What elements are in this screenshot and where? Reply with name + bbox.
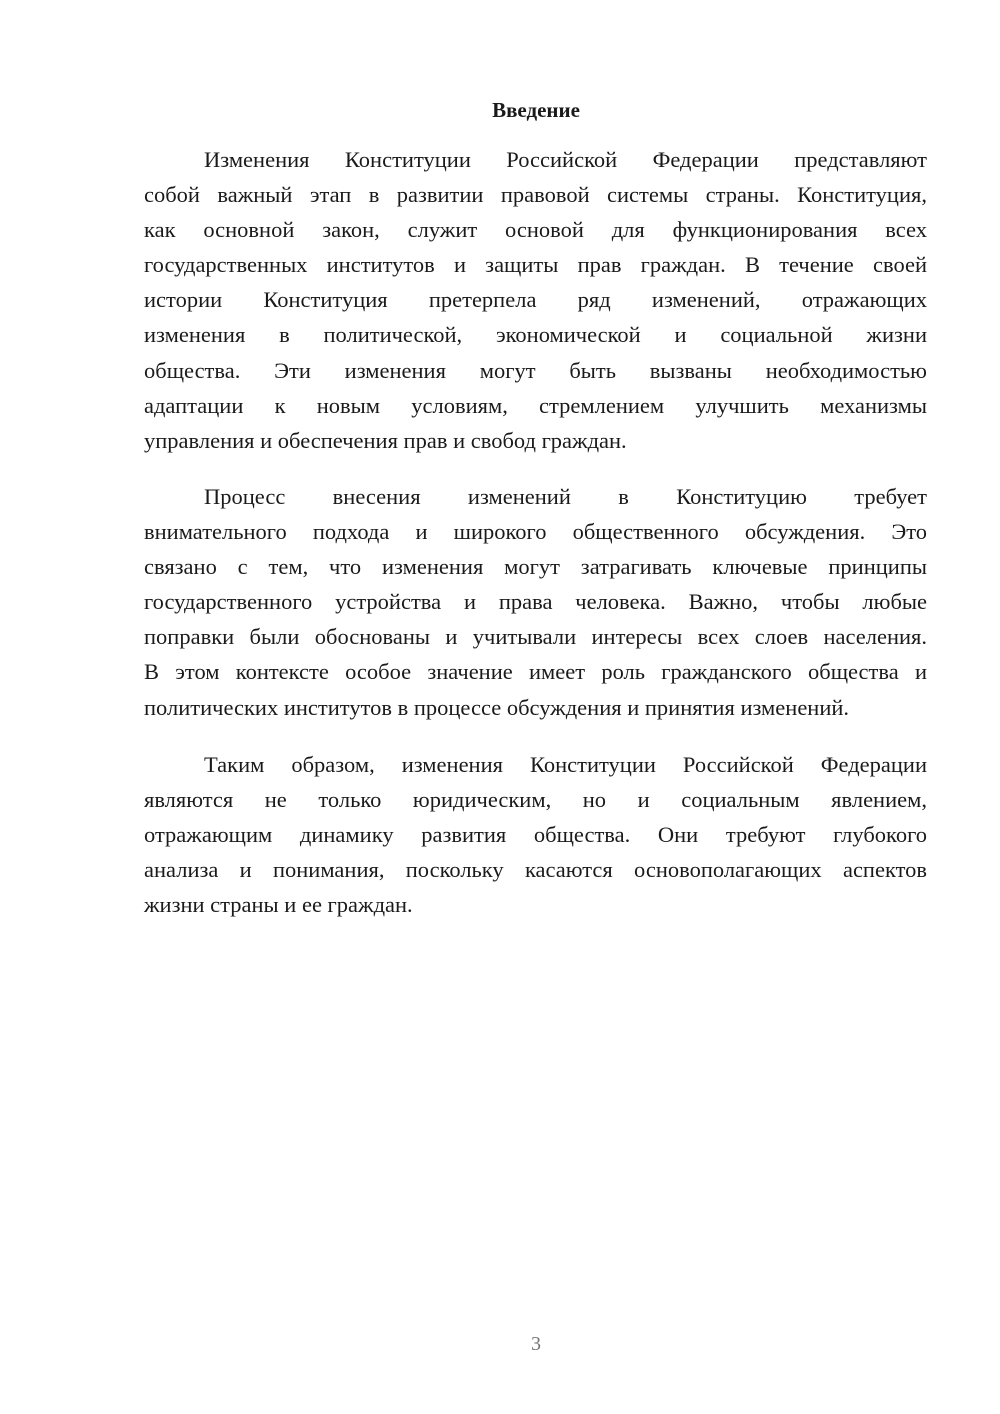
page-number: 3 <box>531 1333 541 1355</box>
text-line: государственных институтов и защиты прав граждан. В течение своей <box>144 252 927 278</box>
text-line: общества. Эти изменения могут быть вызваны необходимостью <box>144 357 927 383</box>
text-line: политических институтов в процессе обсуждения и принятия изменений. <box>144 694 850 720</box>
text-line: истории Конституция претерпела ряд изменений, отражающих <box>144 287 927 313</box>
text-line: В этом контексте особое значение имеет роль гражданского общества и <box>144 659 927 685</box>
text-line: анализа и понимания, поскольку касаются основополагающих аспектов <box>144 857 927 883</box>
paragraph-2 <box>144 479 927 725</box>
text-line: Изменения Конституции Российской Федерации представляют <box>204 147 927 172</box>
text-line: отражающим динамику развития общества. Они требуют глубокого <box>144 822 927 848</box>
paragraph-1 <box>144 142 927 458</box>
text-line: управления и обеспечения прав и свобод граждан. <box>144 427 627 453</box>
text-line: государственного устройства и права человека. Важно, чтобы любые <box>144 589 927 615</box>
text-line: жизни страны и ее граждан. <box>144 892 413 918</box>
text-line: являются не только юридическим, но и социальным явлением, <box>144 787 927 813</box>
text-line: Таким образом, изменения Конституции Российской Федерации <box>204 752 927 777</box>
text-line: внимательного подхода и широкого общественного обсуждения. Это <box>144 519 927 545</box>
text-line: связано с тем, что изменения могут затрагивать ключевые принципы <box>144 554 927 580</box>
text-line: Процесс внесения изменений в Конституцию требует <box>204 484 927 509</box>
section-title: Введение <box>492 98 580 122</box>
text-line: изменения в политической, экономической и социальной жизни <box>144 322 927 348</box>
text-line: собой важный этап в развитии правовой системы страны. Конституция, <box>144 182 927 208</box>
text-line: адаптации к новым условиям, стремлением улучшить механизмы <box>144 392 927 418</box>
paragraph-3 <box>144 747 927 922</box>
text-line: как основной закон, служит основой для функционирования всех <box>144 217 927 243</box>
text-line: поправки были обоснованы и учитывали интересы всех слоев населения. <box>144 624 927 650</box>
